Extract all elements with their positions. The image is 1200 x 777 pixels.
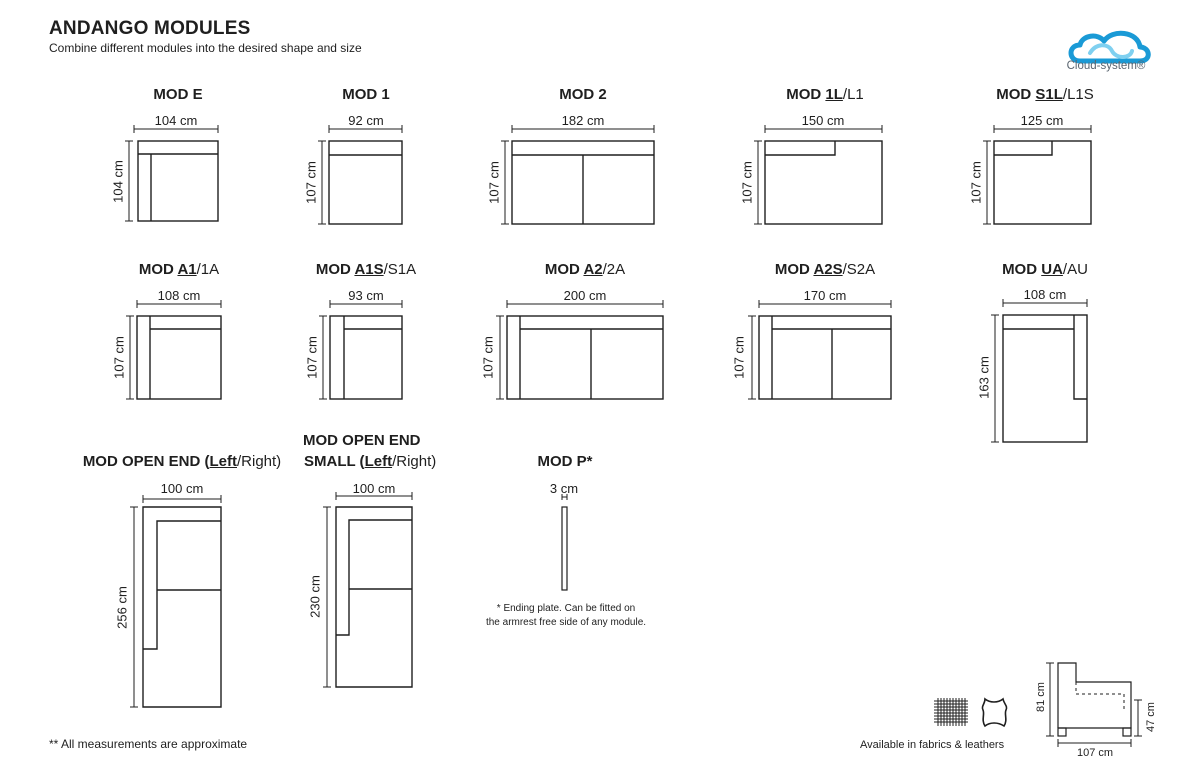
mod-open-end-small-drawing (323, 492, 412, 687)
logo-text: Cloud-system® (1066, 60, 1146, 72)
mod-open-end-title: MOD OPEN END (Left/Right) (82, 453, 282, 470)
mod-open-end-small-title-line2: SMALL (Left/Right) (304, 453, 437, 470)
side-view-depth: 107 cm (1076, 747, 1114, 759)
mod-open-end-small-title-line1: MOD OPEN END (303, 432, 421, 449)
mod-open-end-drawing (130, 495, 221, 707)
mod-a1s-width: 93 cm (348, 288, 384, 303)
mod-a1s-title: MOD A1S/S1A (315, 261, 417, 278)
mod-s1l-width: 125 cm (1020, 113, 1064, 128)
fabric-icon (934, 698, 968, 726)
mod-a1-title: MOD A1/1A (138, 261, 220, 278)
mod-1-height: 107 cm (303, 161, 319, 204)
mod-e-width: 104 cm (154, 113, 198, 128)
leather-icon (982, 699, 1006, 726)
mod-p-title: MOD P* (537, 453, 593, 470)
mod-open-end-small-height: 230 cm (307, 575, 323, 618)
mod-open-end-small-width: 100 cm (352, 481, 396, 496)
mod-1l-width: 150 cm (801, 113, 845, 128)
mod-a2-height: 107 cm (480, 336, 496, 379)
mod-a1-height: 107 cm (111, 336, 127, 379)
mod-p-drawing (562, 494, 567, 590)
mod-e-drawing (125, 125, 218, 221)
side-view-height: 81 cm (1035, 682, 1047, 712)
mod-s1l-drawing (983, 125, 1091, 224)
mod-open-end-height: 256 cm (114, 586, 130, 629)
mod-2-drawing (501, 125, 654, 224)
side-view-drawing (1046, 663, 1142, 747)
mod-p-width: 3 cm (549, 481, 579, 496)
mod-p-note-line2: the armrest free side of any module. (485, 617, 647, 628)
mod-ua-title: MOD UA/AU (1002, 261, 1088, 278)
mod-a1s-drawing (319, 300, 402, 399)
mod-s1l-height: 107 cm (968, 161, 984, 204)
mod-a1-width: 108 cm (157, 288, 201, 303)
mod-2-title: MOD 2 (559, 86, 607, 103)
mod-1l-drawing (754, 125, 882, 224)
mod-2-height: 107 cm (486, 161, 502, 204)
mod-a2s-width: 170 cm (803, 288, 847, 303)
mod-ua-width: 108 cm (1023, 287, 1067, 302)
mod-a2-width: 200 cm (563, 288, 607, 303)
mod-1-title: MOD 1 (342, 86, 390, 103)
mod-1l-title: MOD 1L/L1 (786, 86, 864, 103)
mod-a2s-title: MOD A2S/S2A (774, 261, 876, 278)
mod-a1s-height: 107 cm (304, 336, 320, 379)
mod-1-drawing (318, 125, 402, 224)
mod-a2-title: MOD A2/2A (544, 261, 626, 278)
mod-ua-drawing (991, 299, 1087, 442)
mod-1-width: 92 cm (348, 113, 384, 128)
page-title: ANDANGO MODULES (49, 18, 251, 39)
mod-open-end-width: 100 cm (160, 481, 204, 496)
mod-a2s-height: 107 cm (731, 336, 747, 379)
mod-a2-drawing (496, 300, 663, 399)
mod-e-height: 104 cm (110, 160, 126, 203)
mod-e-title: MOD E (153, 86, 203, 103)
side-view-seat-height: 47 cm (1145, 702, 1157, 732)
mod-2-width: 182 cm (561, 113, 605, 128)
mod-1l-height: 107 cm (739, 161, 755, 204)
mod-a1-drawing (126, 300, 221, 399)
mod-p-note (466, 602, 666, 630)
mod-a2s-drawing (748, 300, 891, 399)
mod-ua-height: 163 cm (976, 356, 992, 399)
mod-s1l-title: MOD S1L/L1S (996, 86, 1094, 103)
measurement-footnote: ** All measurements are approximate (49, 737, 248, 751)
mod-p-note-line1: * Ending plate. Can be fitted on (496, 603, 636, 614)
available-materials-label: Available in fabrics & leathers (860, 739, 1005, 751)
page-subtitle: Combine different modules into the desired shape and size (49, 41, 362, 55)
